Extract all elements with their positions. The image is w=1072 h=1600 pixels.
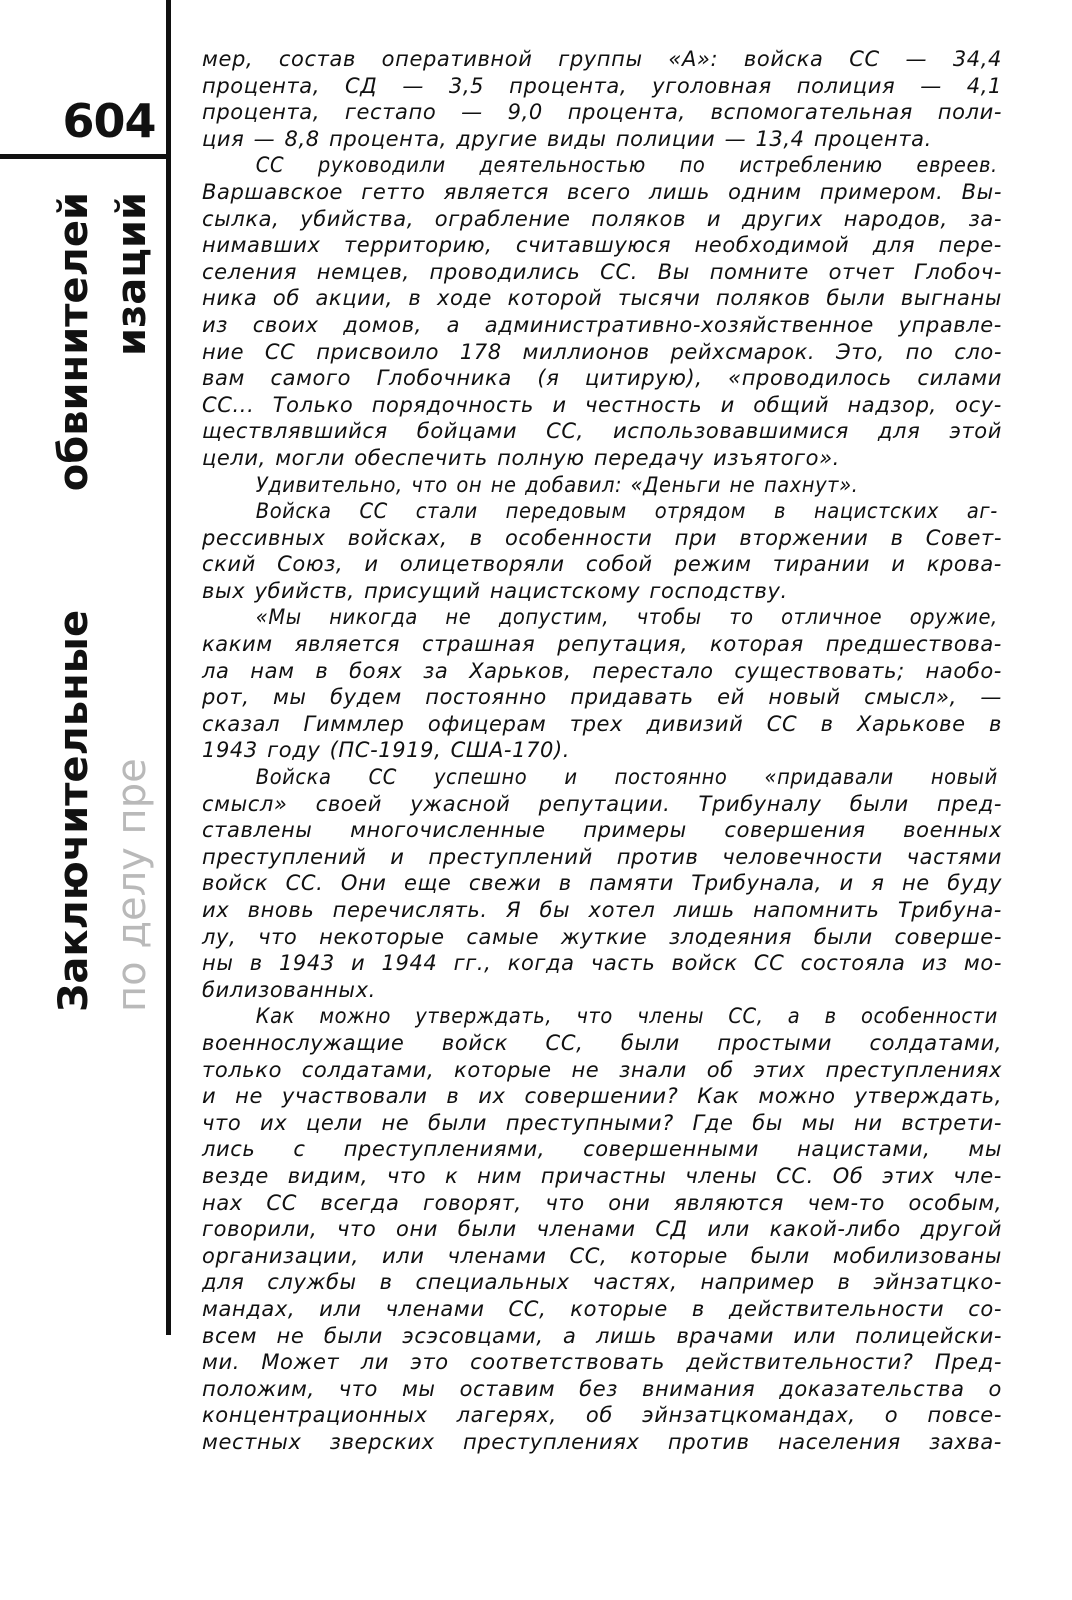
text-line: ставлены многочисленные примеры совершения военных	[202, 818, 1002, 843]
text-line: лу, что некоторые самые жуткие злодеяния были соверше-	[202, 924, 1002, 949]
text-line: сылка, убийства, ограбление поляков и других народов, за-	[202, 206, 1002, 231]
text-line: рот, мы будем постоянно придавать ей новый смысл», —	[202, 685, 1002, 710]
text-line: мер, состав оперативной группы «А»: войска СС — 34,4	[202, 47, 1002, 71]
text-line: ция — 8,8 процента, другие виды полиции — 13,4 процента.	[202, 126, 932, 151]
text-line: Варшавское гетто является всего лишь одним примером. Вы-	[202, 179, 1002, 204]
text-line: говорили, что они были членами СД или какой-либо другой	[202, 1217, 1002, 1242]
text-line: ника об акции, в ходе которой тысячи поляков были выгнаны	[202, 286, 1002, 311]
text-line: концентрационных лагерях, об эйнзатцкомандах, о повсе-	[202, 1403, 1002, 1428]
text-line: билизованных.	[202, 977, 376, 1002]
text-line: нах СС всегда говорят, что они являются чем-то особым,	[202, 1190, 1002, 1215]
margin-divider	[166, 0, 171, 1335]
text-line: военнослужащие войск СС, были простыми солдатами,	[202, 1030, 1002, 1055]
text-line: и не участвовали в их совершении? Как можно утверждать,	[202, 1084, 1002, 1109]
text-line: «Мы никогда не допустим, чтобы то отличное оружие,	[255, 605, 998, 630]
text-line: для службы в специальных частях, например в эйнзатцко-	[202, 1270, 1002, 1295]
text-line: ский Союз, и олицетворяли собой режим тирании и крова-	[202, 552, 1002, 577]
running-title-part-1b: обвинителей	[51, 192, 97, 492]
text-line: рессивных войсках, в особенности при вторжении в Совет-	[202, 525, 1002, 550]
text-line: сказал Гиммлер офицерам трех дивизий СС в Харькове в	[202, 711, 1002, 736]
text-line: всем не были эсэсовцами, а лишь врачами или полицейски-	[202, 1323, 1002, 1348]
text-line: селения немцев, проводились СС. Вы помните отчет Глобоч-	[202, 259, 1002, 284]
text-line: преступлений и преступлений против человечности частями	[202, 844, 1002, 869]
text-line: ми. Может ли это соответствовать действительности? Пред-	[202, 1350, 1002, 1375]
text-line: лись с преступлениями, совершенными нацистами, мы	[202, 1137, 1002, 1162]
text-line: процента, СД — 3,5 процента, уголовная полиция — 4,1	[202, 73, 1002, 98]
running-title-line-2	[110, 192, 154, 1012]
text-line: нимавших территорию, считавшуюся необходимой для пере-	[202, 233, 1002, 258]
text-line: войск СС. Они еще свежи в памяти Трибунала, и я не буду	[202, 871, 1002, 896]
text-line: 1943 году (ПС-1919, США-170).	[202, 738, 571, 763]
text-line: их вновь перечислять. Я бы хотел лишь напомнить Трибуна-	[202, 898, 1002, 922]
text-line: вых убийств, присущий нацистскому господству.	[202, 578, 788, 603]
body-text	[202, 46, 1002, 1455]
text-line: Войска СС успешно и постоянно «придавали новый	[255, 765, 998, 790]
text-line: ществлявшийся бойцами СС, использовавшимися для этой	[202, 419, 1002, 444]
text-line: СС... Только порядочность и честность и общий надзор, осу-	[202, 392, 1002, 417]
text-line: ние СС присвоило 178 миллионов рейхсмарок. Это, по сло-	[202, 339, 1002, 364]
text-line: ны в 1943 и 1944 гг., когда часть войск СС состояла из мо-	[202, 951, 1002, 976]
running-title-part-2b: изаций	[109, 192, 155, 356]
page-number: 604	[62, 94, 156, 148]
text-line: положим, что мы оставим без внимания доказательства о	[202, 1376, 1002, 1401]
text-line: местных зверских преступлениях против населения захва-	[202, 1429, 1002, 1454]
text-line: процента, гестапо — 9,0 процента, вспомогательная поли-	[202, 100, 1002, 125]
running-title-line-1	[52, 192, 96, 1012]
text-line: организации, или членами СС, которые были мобилизованы	[202, 1243, 1002, 1268]
text-line: мандах, или членами СС, которые в действительности со-	[202, 1296, 1002, 1321]
text-line: Как можно утверждать, что члены СС, а в особенности	[255, 1004, 998, 1029]
text-line: из своих домов, а административно-хозяйственное управле-	[202, 312, 1002, 337]
text-line: вам самого Глобочника (я цитирую), «проводилось силами	[202, 366, 1002, 391]
text-line: что их цели не были преступными? Где бы мы ни встрети-	[202, 1110, 1002, 1135]
running-title-part-2a: по делу пре	[109, 758, 155, 1012]
text-line: Удивительно, что он не добавил: «Деньги не пахнут».	[255, 472, 859, 497]
text-line: цели, могли обеспечить полную передачу изъятого».	[202, 445, 840, 470]
text-line: каким является страшная репутация, которая предшествова-	[202, 632, 1002, 657]
text-line: Войска СС стали передовым отрядом в нацистских аг-	[255, 499, 998, 524]
text-line: СС руководили деятельностью по истреблению евреев.	[255, 153, 998, 178]
running-title-part-1a: Заключительные	[51, 609, 97, 1012]
text-line: смысл» своей ужасной репутации. Трибуналу были пред-	[202, 791, 1002, 816]
header-divider	[0, 154, 170, 159]
text-line: ла нам в боях за Харьков, перестало существовать; наобо-	[202, 658, 1002, 683]
text-line: везде видим, что к ним причастны члены СС. Об этих чле-	[202, 1163, 1002, 1188]
text-line: только солдатами, которые не знали об этих преступлениях	[202, 1057, 1002, 1082]
